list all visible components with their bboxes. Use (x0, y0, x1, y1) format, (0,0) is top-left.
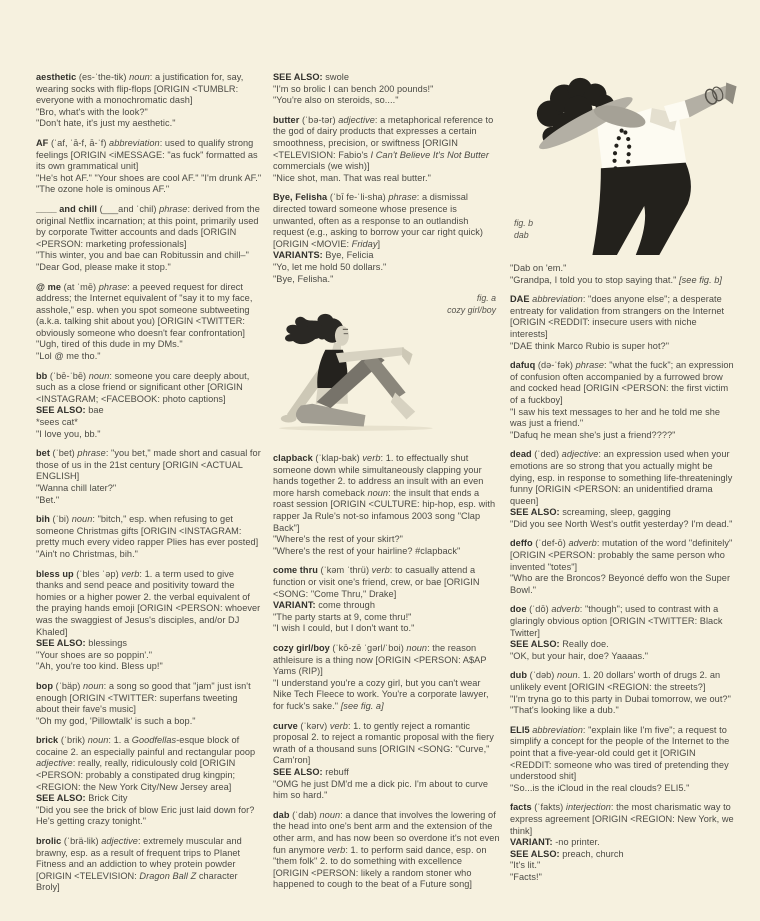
headword-or-label-text: butter (273, 114, 300, 125)
text-segment: (ˈbles ˈəp) (73, 568, 122, 579)
entry-line (36, 448, 263, 483)
italic-text: [see fig. a] (340, 700, 384, 711)
text-segment: : a dismissal directed toward someone whose presence is unwanted, often as a response to an outlandish request (e.g., asking to borrow your car right quick) [ORIGIN <MOVIE: (273, 192, 483, 249)
text-segment: "Ah, you're too kind. Bless up!" (36, 661, 163, 672)
entry-line (510, 263, 737, 275)
text-segment: (es-ˈthe-tik) (76, 72, 130, 82)
text-segment: "I understand you're a cozy girl, but you can't wear Nike Tech Fleece to work. You're a corporate lawyer, for fuck's sake." (273, 677, 489, 711)
dictionary-entry (273, 72, 500, 107)
dictionary-entry (510, 802, 737, 883)
text-segment: : "what the fuck"; an expression of confusion often accompanied by a furrowed brow and cocked head [ORIGIN <PERSON: the first victim of a fuckboy] (510, 360, 734, 405)
italic-text: noun (88, 370, 110, 381)
dictionary-entry (36, 371, 263, 441)
italic-text: noun (557, 670, 578, 681)
italic-text: verb (327, 844, 346, 855)
headword-or-label-text: SEE ALSO: (273, 72, 323, 82)
entry-line (36, 836, 263, 894)
text-segment: "Did you see the brick of blow Eric just laid down for? He's getting crazy tonight." (36, 804, 255, 827)
italic-text: adverb (551, 604, 580, 615)
entry-line (510, 670, 737, 693)
text-segment: (ˈkərv) (297, 720, 330, 731)
italic-text: abbreviation (532, 294, 583, 305)
entry-line (273, 115, 500, 173)
entry-line (36, 483, 263, 495)
text-segment: : an expression used when your emotions are so strong that you actually might be dying, esp. in response to something life-threateningly funny [ORIGIN <PERSON: an unidentified drama queen] (510, 449, 733, 506)
headword-or-label-text: curve (273, 720, 298, 731)
dab-illustration (510, 59, 737, 255)
headword-or-label-text: SEE ALSO: (36, 793, 86, 804)
italic-text: noun (367, 487, 389, 498)
italic-text: noun (71, 514, 93, 525)
text-segment: (ˈbäp) (53, 680, 84, 691)
headword-or-label-text: dafuq (510, 360, 536, 371)
entry-line (510, 837, 737, 849)
figure-cozy-girl (273, 293, 500, 445)
entry-line (510, 294, 737, 340)
entry-line (36, 351, 263, 363)
entry-line (36, 661, 263, 673)
entry-line (510, 604, 737, 639)
text-segment: Really doe. (559, 639, 609, 650)
italic-text: noun (129, 72, 150, 82)
text-segment: : a song so good that "jam" just isn't enough [ORIGIN <TWITTER: superfans tweeting about their fave's music] (36, 680, 251, 715)
headword-or-label-text: SEE ALSO: (510, 507, 560, 518)
text-segment: "That's looking like a dub." (510, 705, 619, 716)
dictionary-entry (273, 115, 500, 185)
entry-line (510, 872, 737, 884)
entry-line (273, 453, 500, 534)
dictionary-entry (510, 725, 737, 795)
text-segment: (ˈdəb) (527, 670, 558, 681)
headword-or-label-text: come thru (273, 565, 318, 576)
text-segment: swole (322, 72, 349, 82)
headword-or-label-text: clapback (273, 453, 313, 464)
entry-line (510, 651, 737, 663)
headword-or-label-text: DAE (510, 294, 530, 305)
headword-or-label-text: @ me (36, 281, 61, 292)
entry-line (273, 95, 500, 107)
headword-or-label-text: cozy girl/boy (273, 643, 330, 653)
text-segment: "I'm so brolic I can bench 200 pounds!" (273, 83, 434, 94)
text-segment: bae (85, 405, 104, 416)
headword-or-label-text: bb (36, 370, 48, 381)
headword-or-label-text: ____ and chill (36, 203, 97, 214)
figure-dab (510, 59, 737, 255)
text-segment: "Who are the Broncos? Beyoncé deffo won the Super Bowl." (510, 573, 731, 595)
text-segment: (ˈbə-tər) (299, 114, 339, 125)
dictionary-entry (510, 360, 737, 441)
text-segment: : derived from the original Netflix incarnation; at this point, primarily used by corporate Twitter accounts and dads [ORIGIN <PERSON: marketing professionals] (36, 203, 260, 249)
text-segment: "I saw his text messages to her and he told me she was just a friend." (510, 406, 721, 429)
entry-line (36, 405, 263, 417)
dictionary-entry (510, 670, 737, 716)
column-middle (273, 72, 500, 902)
dictionary-entry (510, 538, 737, 596)
italic-text: Friday (351, 238, 378, 249)
text-segment: blessings (85, 638, 127, 649)
text-segment: (ˈded) (531, 449, 562, 460)
text-segment: (ˈbrä-lik) (61, 836, 102, 847)
entry-line (36, 339, 263, 351)
entry-line (273, 767, 500, 779)
entry-line (36, 107, 263, 119)
entry-line (273, 810, 500, 891)
text-segment: "Grandpa, I told you to stop saying that." (510, 274, 680, 285)
entry-line (273, 173, 500, 185)
text-segment: : really, really, ridiculously cold [ORIGIN <PERSON: probably a constipated drug kingpin; <REGION: the New York City/New Jersey area] (36, 758, 236, 792)
italic-text: Dragon Ball Z (139, 870, 197, 881)
text-segment: "OK, but your hair, doe? Yaaaas." (510, 650, 649, 661)
text-segment: "Where's the rest of your skirt?" (273, 534, 403, 545)
text-segment: -esque block of cocaine 2. an especially painful and rectangular poop (36, 735, 256, 757)
text-segment: (ˈdab) (289, 809, 320, 820)
figure-term: dab (514, 229, 529, 240)
dictionary-entry (36, 735, 263, 828)
dictionary-entry (273, 192, 500, 285)
italic-text: noun (319, 809, 341, 820)
text-segment: (ˈbē-ˈbē) (47, 370, 89, 381)
text-segment: "He's hot AF." "Your shoes are cool AF." "I'm drunk AF." (36, 172, 262, 183)
entry-line (273, 678, 500, 713)
text-segment: Brick City (85, 793, 128, 804)
dictionary-entry (36, 836, 263, 894)
italic-text: verb (121, 568, 140, 579)
dictionary-entry (36, 514, 263, 560)
entry-line (273, 72, 500, 84)
dictionary-entry (36, 138, 263, 196)
text-segment: : "you bet," made short and casual for those of us in the 21st century [ORIGIN <ACTUAL ENGLISH] (36, 448, 261, 482)
italic-text: phrase (77, 448, 106, 459)
text-segment: : "explain like I'm five"; a request to simplify a concept for the people of the Internet to the point that a five-year-old could get it [ORIGIN <REDDIT: someone who was tired of pretending they understood shit] (510, 724, 730, 782)
text-segment: (at ˈmē) (61, 281, 99, 292)
entry-line (510, 449, 737, 507)
text-segment: : used to qualify strong feelings [ORIGIN <iMESSAGE: "as fuck" formatted as its own grammatical unit] (36, 137, 258, 172)
dictionary-entry (273, 565, 500, 635)
text-segment: : "bitch," esp. when refusing to get someone Christmas gifts [ORIGIN <INSTAGRAM: pretty much every video rapper Plies has ever posted] (36, 514, 259, 548)
text-segment: "Oh my god, 'Pillowtalk' is such a bop." (36, 715, 196, 726)
entry-line (273, 612, 500, 624)
entry-line (273, 274, 500, 286)
text-segment: : 1. to effectually shut someone down while simultaneously clapping your hands together 2. to address an insult with an even more harsh comeback (273, 453, 484, 498)
dictionary-entry (36, 72, 263, 130)
entry-line (510, 360, 737, 406)
text-segment: screaming, sleep, gagging (559, 507, 671, 518)
text-segment: "Facts!" (510, 871, 542, 882)
headword-or-label-text: dab (273, 809, 290, 820)
dictionary-entry (273, 453, 500, 557)
italic-text: adverb (568, 538, 597, 549)
text-segment: : 1. to gently reject a romantic proposal 2. to reject a romantic proposal with the fiery wrath of a thousand suns [ORIGIN <SONG: "Curve," Cam'ron] (273, 720, 494, 766)
text-segment: "This winter, you and bae can Robitussin and chill–" (36, 250, 249, 261)
entry-line (510, 430, 737, 442)
text-segment: : "does anyone else"; a desperate entreaty for validation from strangers on the Internet [ORIGIN <REDDIT: insecure users with niche interests] (510, 294, 725, 339)
text-segment: "I'm tryna go to this party in Dubai tomorrow, we out?" (510, 693, 731, 704)
italic-text: adjective (36, 758, 73, 769)
text-segment: : 1. a (108, 735, 132, 746)
text-segment: : the reason athleisure is a thing now [ORIGIN <PERSON: A$AP Yams (RIP)] (273, 643, 487, 677)
text-segment: "Dafuq he mean she's just a friend????" (510, 429, 676, 440)
dictionary-entry (510, 294, 737, 352)
headword-or-label-text: brick (36, 735, 59, 746)
text-segment: "Nice shot, man. That was real butter." (273, 172, 431, 183)
headword-or-label-text: ELI5 (510, 724, 530, 735)
headword-or-label-text: SEE ALSO: (36, 638, 86, 649)
entry-line (510, 849, 737, 861)
text-segment: (ˈbrik) (58, 735, 88, 746)
text-segment: "Ugh, tired of this dude in my DMs." (36, 339, 183, 350)
text-segment: "So...is the iCloud in the real clouds? ELI5." (510, 782, 690, 793)
italic-text: abbreviation (109, 137, 160, 148)
entry-line (273, 84, 500, 96)
entry-line (36, 184, 263, 196)
text-segment: "Lol @ me tho." (36, 351, 101, 362)
text-segment: (___and ˈchil) (96, 203, 160, 214)
italic-text: verb (362, 453, 381, 464)
entry-line (510, 639, 737, 651)
italic-text: Goodfellas (131, 735, 177, 746)
text-segment: preach, church (559, 848, 624, 859)
figure-label: fig. b (514, 218, 534, 229)
entry-line (273, 721, 500, 767)
text-segment: : the insult that ends a roast session [ORIGIN <CULTURE: hip-hop, esp. with rapper Ja Rule's not-so infamous 2003 song "Clap Back"] (273, 487, 496, 533)
entry-line (510, 725, 737, 783)
text-segment: (ˈbī fe-ˈli-sha) (327, 192, 389, 203)
text-segment: "DAE think Marco Rubio is super hot?" (510, 340, 670, 351)
entry-line (36, 735, 263, 793)
text-segment: "Your shoes are so poppin'." (36, 649, 153, 660)
text-segment: "Bet." (36, 494, 60, 505)
text-segment: "Wanna chill later?" (36, 483, 117, 493)
italic-text: adjective (561, 449, 599, 460)
text-segment: "I wish I could, but I don't want to." (273, 623, 415, 634)
text-segment: -no printer. (552, 837, 600, 848)
entry-line (510, 705, 737, 717)
text-segment: : to casually attend a function or visit one's friend, crew, or bae [ORIGIN <SONG: "Come Thru," Drake] (273, 565, 480, 599)
headword-or-label-text: Bye, Felisha (273, 192, 328, 203)
text-segment: (ˈdef-ō) (532, 538, 569, 549)
italic-text: [see fig. b] (679, 274, 723, 285)
text-segment: : 1. a term used to give thanks and send peace and positivity toward the homies or a higher power 2. the verbal equivalent of the praying hands emoji [ORIGIN <PERSON: whoever was the swaggiest of Jesus's disciples, and/or DJ Khaled] (36, 568, 261, 637)
entry-line (510, 573, 737, 596)
figure-label: fig. a (476, 293, 496, 304)
italic-text: phrase (98, 281, 128, 292)
text-segment: character Broly] (36, 870, 238, 893)
italic-text: phrase (159, 203, 188, 214)
text-segment: : a justification for, say, wearing socks with flip-flops [ORIGIN <TUMBLR: everyone with a monochromatic dash] (36, 72, 244, 106)
text-segment: (ˈbi) (49, 514, 72, 525)
text-segment: (ˈkō-zē ˈgərl/ˈboi) (329, 643, 407, 653)
headword-or-label-text: SEE ALSO: (36, 405, 86, 416)
headword-or-label-text: bih (36, 514, 50, 525)
entry-line (510, 538, 737, 573)
italic-text: noun (87, 735, 109, 746)
entry-line (510, 783, 737, 795)
text-segment: "Don't hate, it's just my aesthetic." (36, 118, 176, 129)
text-segment: : a metaphorical reference to the god of dairy products that expresses a certain smoothness, precision, or swiftness [ORIGIN <TELEVISION: Fabio's (273, 114, 494, 160)
text-segment: come through (315, 600, 375, 611)
headword-or-label-text: dub (510, 670, 527, 681)
headword-or-label-text: bet (36, 448, 50, 459)
italic-text: interjection (565, 802, 611, 813)
entry-line (273, 623, 500, 635)
italic-text: phrase (575, 360, 605, 371)
text-segment: "I love you, bb." (36, 428, 101, 439)
entry-line (36, 495, 263, 507)
entry-line (36, 173, 263, 185)
text-segment: "The party starts at 9, come thru!" (273, 611, 412, 622)
dictionary-entry (510, 263, 737, 286)
dictionary-entry (36, 569, 263, 673)
text-segment: "Ain't no Christmas, bih." (36, 548, 138, 559)
headword-or-label-text: VARIANTS: (273, 250, 323, 261)
text-segment: (ˈklap-bak) (312, 453, 363, 464)
entry-line (273, 250, 500, 262)
entry-line (36, 549, 263, 561)
italic-text: adjective (101, 836, 138, 847)
text-segment: (ˈaf, ˈā-f, ā-ˈf) (48, 137, 110, 148)
dictionary-entry (36, 448, 263, 506)
italic-text: noun (83, 680, 104, 691)
italic-text: noun (406, 643, 428, 653)
entry-line (273, 192, 500, 250)
column-left (36, 72, 263, 902)
entry-line (36, 514, 263, 549)
dictionary-entry (36, 204, 263, 274)
entry-line (273, 643, 500, 678)
text-segment: : a peeved request for direct address; the Internet equivalent of "say it to my face, asshole," esp. when you spot someone subtweeting (a.k.a. talking shit about you) [ORIGIN <TWITTER: obviously someone who doesn't fear confrontation] (36, 281, 253, 338)
entry-line (36, 204, 263, 250)
text-segment: : extremely muscular and brawny, esp. as a result of frequent trips to Planet Fitness and an addiction to whey protein powder [ORIGIN <TELEVISION: (36, 836, 242, 881)
entry-line (273, 600, 500, 612)
headword-or-label-text: VARIANT: (273, 600, 316, 611)
text-segment: rebuff (322, 766, 349, 777)
italic-text: I Can't Believe It's Not Butter (370, 149, 489, 160)
text-segment: Bye, Felicia (322, 250, 374, 261)
italic-text: abbreviation (532, 724, 583, 735)
text-segment: "Bro, what's with the look?" (36, 106, 148, 117)
entry-line (510, 694, 737, 706)
headword-or-label-text: dead (510, 449, 532, 460)
dictionary-entry (36, 282, 263, 363)
entry-line (36, 793, 263, 805)
column-right (510, 72, 737, 902)
entry-line (510, 507, 737, 519)
entry-line (36, 681, 263, 716)
entry-line (36, 429, 263, 441)
italic-text: verb (329, 720, 348, 731)
headword-or-label-text: SEE ALSO: (510, 848, 560, 859)
text-segment: (ˈbet) (49, 448, 78, 459)
text-segment: "The ozone hole is ominous AF." (36, 184, 170, 195)
text-segment: (də-ˈfək) (535, 360, 576, 371)
text-segment: : "though"; used to contrast with a glaringly obvious option [ORIGIN <TWITTER: Black Twitter] (510, 604, 723, 638)
text-segment: "Yo, let me hold 50 dollars." (273, 261, 387, 272)
dictionary-entry (510, 604, 737, 662)
cozy-girl-illustration (273, 305, 478, 445)
entry-line (510, 519, 737, 531)
text-segment: (ˈdō) (526, 604, 552, 615)
headword-or-label-text: bop (36, 680, 53, 691)
text-segment: : the most charismatic way to express agreement [ORIGIN <REGION: New York, we think] (510, 802, 734, 836)
text-segment: "It's lit." (510, 860, 541, 871)
entry-line (36, 72, 263, 107)
text-segment: : someone you care deeply about, such as a close friend or significant other [ORIGIN <INSTAGRAM; <FACEBOOK: photo captions] (36, 370, 250, 404)
headword-or-label-text: facts (510, 802, 532, 813)
text-segment: *sees cat* (36, 417, 78, 428)
entry-line (510, 802, 737, 837)
entry-line (36, 805, 263, 828)
headword-or-label-text: deffo (510, 538, 533, 549)
entry-line (36, 118, 263, 130)
text-segment: : 1. to perform said dance, esp. on "them folk" 2. to do something with excellence [ORIGIN <PERSON: likely a random stoner who happened to cough to the beat of a Future song] (273, 844, 487, 890)
text-segment: : a dance that involves the lowering of the head into one's bent arm and the extension of the other arm, and has now been so overdone it's not even fun anymore (273, 809, 500, 855)
entry-line (273, 779, 500, 802)
text-segment: ] (377, 238, 381, 249)
entry-line (36, 262, 263, 274)
italic-text: phrase (388, 192, 417, 203)
entry-line (36, 638, 263, 650)
dictionary-entry (273, 810, 500, 891)
headword-or-label-text: SEE ALSO: (273, 766, 323, 777)
text-segment: "Did you see North West's outfit yesterday? I'm dead." (510, 518, 733, 529)
entry-line (273, 534, 500, 546)
text-segment: commercials (we wish)] (273, 161, 370, 172)
dictionary-entry (273, 643, 500, 713)
text-segment: "Bye, Felisha." (273, 273, 334, 284)
entry-line (36, 569, 263, 639)
dictionary-entry (36, 681, 263, 727)
text-segment: "Dab on 'em." (510, 263, 567, 273)
text-segment: . 1. 20 dollars' worth of drugs 2. an unlikely event [ORIGIN <REGION: the streets?] (510, 670, 721, 692)
entry-line (273, 565, 500, 600)
headword-or-label-text: brolic (36, 836, 62, 847)
headword-or-label-text: AF (36, 137, 49, 148)
text-segment: "OMG he just DM'd me a dick pic. I'm about to curve him so hard." (273, 778, 489, 801)
entry-line (273, 262, 500, 274)
entry-line (36, 417, 263, 429)
entry-line (36, 282, 263, 340)
text-segment: (ˈfakts) (531, 802, 566, 813)
entry-line (510, 275, 737, 287)
entry-line (36, 371, 263, 406)
italic-text: verb (371, 565, 390, 576)
italic-text: adjective (338, 114, 375, 125)
headword-or-label-text: VARIANT: (510, 837, 553, 848)
headword-or-label-text: bless up (36, 568, 74, 579)
entry-line (510, 341, 737, 353)
text-segment: "You're also on steroids, so...." (273, 95, 399, 106)
headword-or-label-text: doe (510, 604, 527, 615)
text-segment: : mutation of the word "definitely" [ORIGIN <PERSON: probably the same person who invented "totes"] (510, 538, 733, 572)
entry-line (510, 860, 737, 872)
entry-line (273, 546, 500, 558)
entry-line (36, 138, 263, 173)
dictionary-entry (510, 449, 737, 530)
entry-line (36, 716, 263, 728)
headword-or-label-text: aesthetic (36, 72, 77, 82)
figure-term: cozy girl/boy (447, 304, 496, 315)
dictionary-entry (273, 721, 500, 802)
columns-container (36, 72, 737, 902)
text-segment: "Where's the rest of your hairline? #clapback" (273, 545, 461, 556)
text-segment: (ˈkəm ˈthrü) (317, 565, 372, 576)
entry-line (36, 250, 263, 262)
text-segment: "Dear God, please make it stop." (36, 261, 171, 272)
entry-line (510, 407, 737, 430)
entry-line (36, 650, 263, 662)
headword-or-label-text: SEE ALSO: (510, 639, 560, 650)
